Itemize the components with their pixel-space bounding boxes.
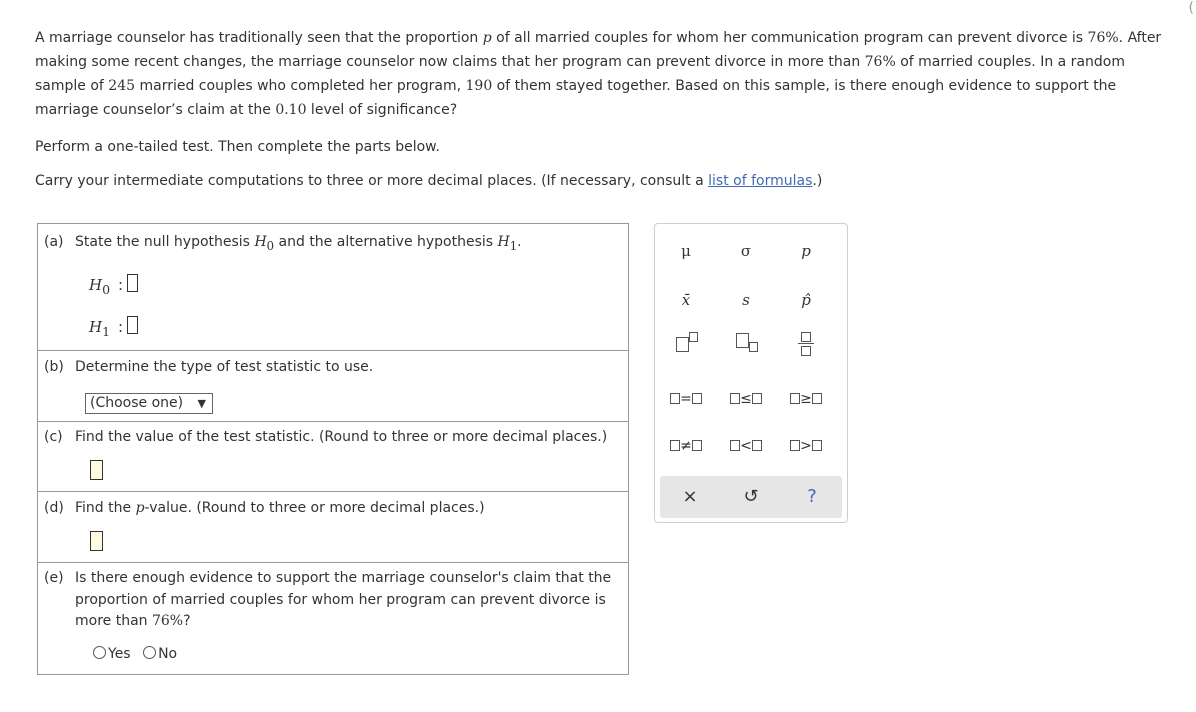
part-c-question xyxy=(44,427,607,448)
problem-text: of all married couples for whom her communication program can prevent divorce is xyxy=(491,30,1088,46)
part-letter: (e) xyxy=(44,570,64,586)
part-a-question xyxy=(44,232,522,257)
superscript-icon xyxy=(674,331,698,353)
part-letter: (c) xyxy=(44,429,63,445)
part-d-question xyxy=(44,498,485,519)
subscript-key[interactable] xyxy=(718,331,774,365)
less-than-key[interactable]: < xyxy=(718,429,774,463)
greater-than-key[interactable]: > xyxy=(778,429,834,463)
problem-text: A marriage counselor has traditionally seen that the proportion xyxy=(35,30,483,46)
problem-text: of married couples. In a random sample of xyxy=(35,54,1125,94)
greater-equal-key[interactable]: ≥ xyxy=(778,382,834,416)
problem-text: married couples who completed her program, xyxy=(135,78,466,94)
problem-text: level of significance? xyxy=(306,102,458,118)
answer-table xyxy=(37,223,629,675)
select-value: (Choose one) xyxy=(90,395,184,411)
alternative-hypothesis-row xyxy=(89,316,138,339)
yes-no-radio-group xyxy=(93,645,185,663)
alternative-hypothesis-label: H xyxy=(89,318,103,336)
sigma-key[interactable]: σ xyxy=(740,242,752,260)
part-e xyxy=(38,563,628,675)
s-key[interactable]: s xyxy=(742,291,750,309)
equals-key[interactable]: = xyxy=(658,382,714,416)
part-e-question xyxy=(75,568,623,633)
traditional-percentage: 76% xyxy=(1087,30,1119,46)
no-radio[interactable] xyxy=(143,646,156,659)
test-statistic-input[interactable] xyxy=(90,460,103,480)
null-hypothesis-symbol: H xyxy=(254,234,267,250)
colon: : xyxy=(118,318,124,336)
instruction-text: .) xyxy=(812,173,823,189)
math-keypad xyxy=(654,223,848,523)
problem-text: . After making some recent changes, the marriage counselor now claims that her program can prevent divorce in more than xyxy=(35,30,1162,70)
help-icon[interactable]: ? xyxy=(807,486,817,507)
superscript-key[interactable] xyxy=(658,331,714,365)
problem-statement xyxy=(35,26,1180,122)
not-equal-key[interactable]: ≠ xyxy=(658,429,714,463)
success-count: 190 xyxy=(465,78,493,94)
x-bar-key[interactable]: x̄ xyxy=(681,291,691,309)
problem-text: of them stayed together. Based on this sample, is there enough evidence to support the marriage counselor’s claim at the xyxy=(35,78,1117,118)
part-e-letter xyxy=(44,568,75,589)
p-hat-key[interactable]: p̂ xyxy=(801,291,811,309)
question-text: . xyxy=(517,234,522,250)
keypad-action-bar xyxy=(660,476,842,518)
part-b xyxy=(38,351,628,422)
instruction-perform: Perform a one-tailed test. Then complete the parts below. xyxy=(35,139,440,155)
claimed-percentage: 76% xyxy=(151,613,184,629)
instruction-carry xyxy=(35,170,822,192)
fraction-icon xyxy=(798,331,814,357)
dropdown-arrow-icon: ▼ xyxy=(197,397,206,410)
question-text: Find the value of the test statistic. (Round to three or more decimal places.) xyxy=(75,429,608,445)
part-letter: (b) xyxy=(44,359,64,375)
undo-icon[interactable]: ↺ xyxy=(743,486,759,507)
part-c xyxy=(38,422,628,492)
no-label[interactable]: No xyxy=(158,646,178,662)
p-key[interactable]: p xyxy=(801,242,811,260)
proportion-variable: p xyxy=(482,30,492,46)
question-text: -value. (Round to three or more decimal places.) xyxy=(144,500,485,516)
yes-radio[interactable] xyxy=(93,646,106,659)
subscript-icon xyxy=(734,331,758,353)
less-equal-key[interactable]: ≤ xyxy=(718,382,774,416)
question-text: Determine the type of test statistic to use. xyxy=(75,359,374,375)
part-letter: (d) xyxy=(44,500,64,516)
list-of-formulas-link[interactable]: list of formulas xyxy=(708,173,813,189)
question-text: ? xyxy=(183,613,191,629)
yes-label[interactable]: Yes xyxy=(108,646,131,662)
question-text: Find the xyxy=(75,500,136,516)
subscript: 0 xyxy=(266,238,275,253)
clear-icon[interactable]: × xyxy=(682,486,698,507)
p-value-input[interactable] xyxy=(90,531,103,551)
fraction-key[interactable] xyxy=(778,331,834,365)
claimed-percentage: 76% xyxy=(864,54,896,70)
significance-level: 0.10 xyxy=(275,102,307,118)
p-variable: p xyxy=(135,500,145,516)
subscript: 1 xyxy=(509,238,518,253)
null-hypothesis-label: H xyxy=(89,276,103,294)
subscript: 1 xyxy=(102,324,111,339)
question-text: and the alternative hypothesis xyxy=(274,234,498,250)
scroll-edge-indicator: ( xyxy=(1188,0,1194,16)
colon: : xyxy=(118,276,124,294)
subscript: 0 xyxy=(102,282,111,297)
instruction-text: Carry your intermediate computations to three or more decimal places. (If necessary, consult a xyxy=(35,173,709,189)
null-hypothesis-row xyxy=(89,274,138,297)
question-text: Is there enough evidence to support the marriage counselor's claim that the proportion of married couples for whom her program can prevent divorce is more than xyxy=(75,570,612,629)
null-hypothesis-input[interactable] xyxy=(127,274,138,292)
alternative-hypothesis-input[interactable] xyxy=(127,316,138,334)
part-a xyxy=(38,224,628,351)
question-text: State the null hypothesis xyxy=(75,234,255,250)
part-b-question xyxy=(44,357,373,378)
sample-size: 245 xyxy=(108,78,136,94)
part-d xyxy=(38,492,628,563)
alternative-hypothesis-symbol: H xyxy=(497,234,510,250)
test-statistic-select[interactable] xyxy=(85,393,213,414)
part-letter: (a) xyxy=(44,234,64,250)
mu-key[interactable]: μ xyxy=(681,242,691,260)
